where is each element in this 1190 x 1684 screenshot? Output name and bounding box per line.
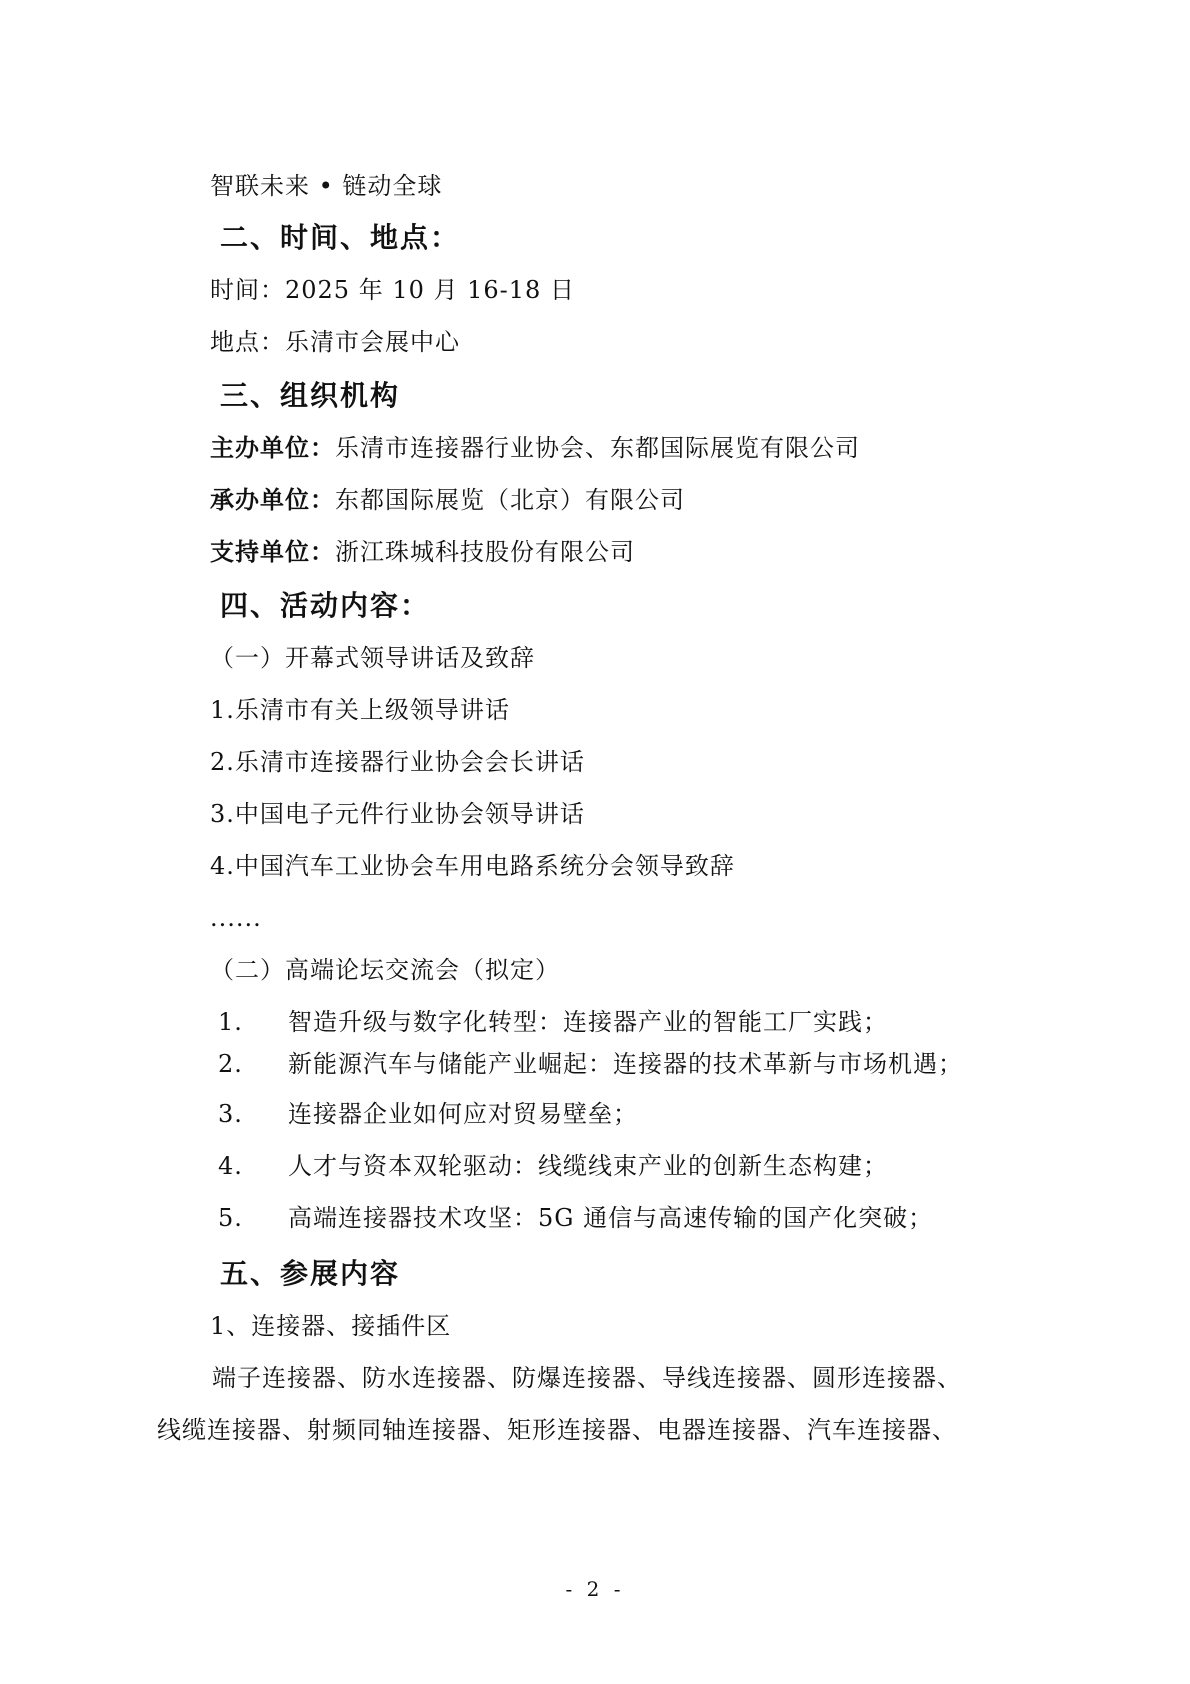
ellipsis: ...... bbox=[210, 904, 262, 932]
support-row bbox=[210, 536, 635, 568]
forum-number: 5. bbox=[218, 1204, 243, 1232]
speech-item: 3.中国电子元件行业协会领导讲话 bbox=[210, 800, 585, 828]
exhibits-paragraph-line: 端子连接器、防水连接器、防爆连接器、导线连接器、圆形连接器、 bbox=[212, 1364, 962, 1392]
support-label: 支持单位： bbox=[210, 538, 335, 566]
host-value: 乐清市连接器行业协会、东都国际展览有限公司 bbox=[335, 434, 860, 462]
forum-text: 人才与资本双轮驱动：线缆线束产业的创新生态构建； bbox=[288, 1152, 888, 1180]
event-place: 地点：乐清市会展中心 bbox=[210, 328, 460, 356]
forum-number: 3. bbox=[218, 1100, 243, 1128]
forum-item bbox=[218, 1006, 888, 1038]
host-label: 主办单位： bbox=[210, 434, 335, 462]
forum-text: 智造升级与数字化转型：连接器产业的智能工厂实践； bbox=[288, 1008, 888, 1036]
forum-text: 连接器企业如何应对贸易壁垒； bbox=[288, 1100, 638, 1128]
activities-sub1: （一）开幕式领导讲话及致辞 bbox=[210, 644, 535, 672]
support-value: 浙江珠城科技股份有限公司 bbox=[335, 538, 635, 566]
section-heading-activities: 四、活动内容： bbox=[220, 589, 431, 622]
speech-item: 2.乐清市连接器行业协会会长讲话 bbox=[210, 748, 585, 776]
section-heading-exhibits: 五、参展内容 bbox=[220, 1257, 401, 1290]
forum-item bbox=[218, 1048, 963, 1080]
forum-text: 高端连接器技术攻坚：5G 通信与高速传输的国产化突破； bbox=[288, 1204, 934, 1232]
forum-item bbox=[218, 1150, 888, 1182]
section-heading-organization: 三、组织机构 bbox=[220, 379, 401, 412]
forum-item bbox=[218, 1098, 638, 1130]
forum-number: 1. bbox=[218, 1008, 243, 1036]
organizer-row bbox=[210, 484, 685, 516]
page-number: - 2 - bbox=[565, 1577, 625, 1601]
forum-number: 2. bbox=[218, 1050, 243, 1078]
organizer-label: 承办单位： bbox=[210, 486, 335, 514]
organizer-value: 东都国际展览（北京）有限公司 bbox=[335, 486, 685, 514]
speech-item: 1.乐清市有关上级领导讲话 bbox=[210, 696, 510, 724]
event-time: 时间：2025 年 10 月 16-18 日 bbox=[210, 276, 575, 304]
exhibits-paragraph-line: 线缆连接器、射频同轴连接器、矩形连接器、电器连接器、汽车连接器、 bbox=[157, 1416, 957, 1444]
forum-text: 新能源汽车与储能产业崛起：连接器的技术革新与市场机遇； bbox=[288, 1050, 963, 1078]
forum-item bbox=[218, 1202, 933, 1234]
section-heading-time-place: 二、时间、地点： bbox=[220, 221, 461, 254]
forum-number: 4. bbox=[218, 1152, 243, 1180]
speech-item: 4.中国汽车工业协会车用电路系统分会领导致辞 bbox=[210, 852, 735, 880]
slogan: 智联未来 • 链动全球 bbox=[210, 172, 443, 200]
host-row bbox=[210, 432, 860, 464]
exhibits-sub1: 1、连接器、接插件区 bbox=[210, 1312, 452, 1340]
activities-sub2: （二）高端论坛交流会（拟定） bbox=[210, 956, 560, 984]
